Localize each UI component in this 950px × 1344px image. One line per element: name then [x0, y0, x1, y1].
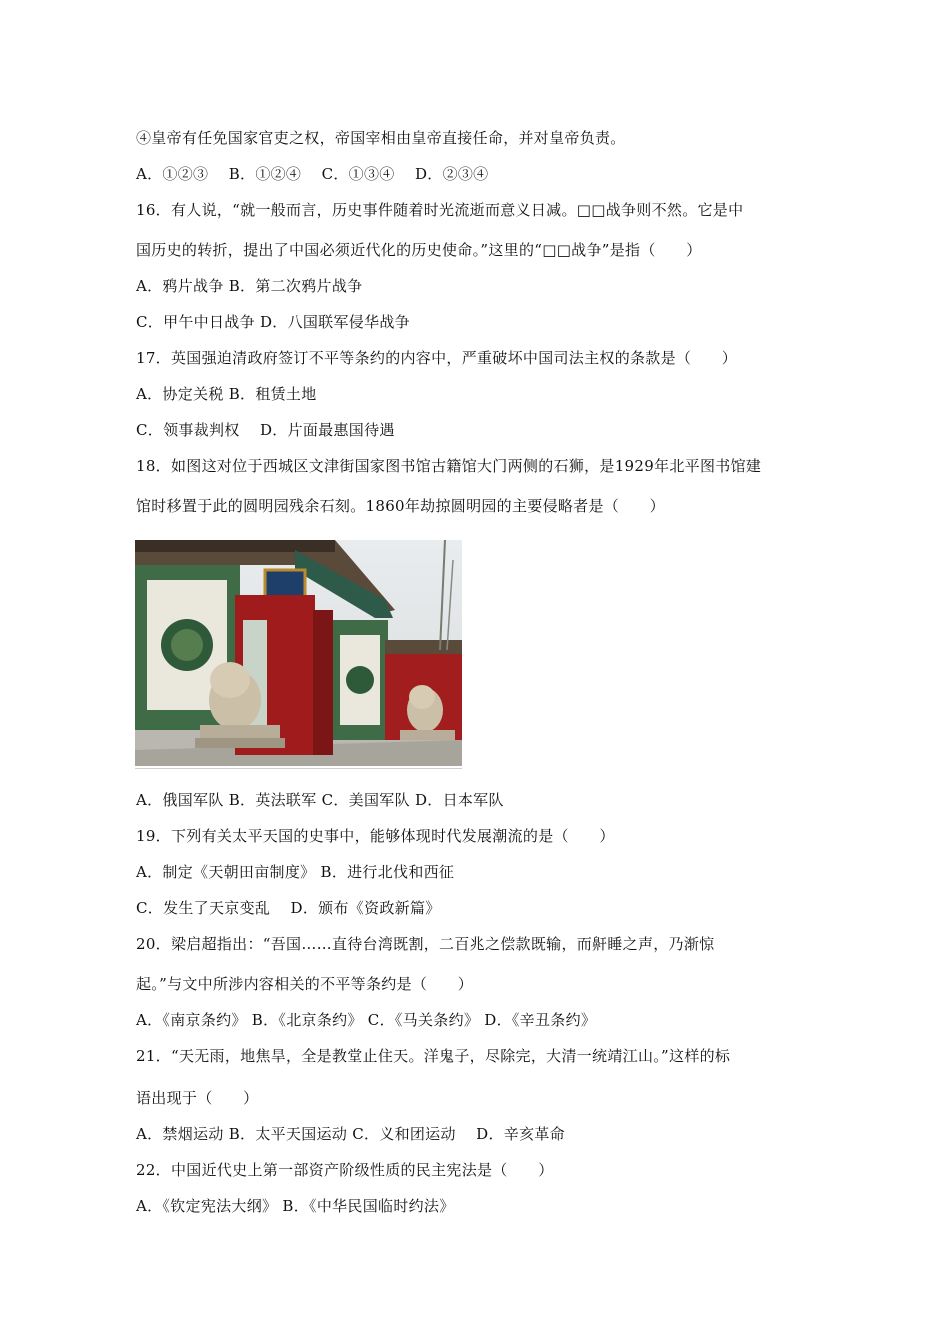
line-q16-stem-2: 国历史的转折，提出了中国必须近代化的历史使命。”这里的“□□战争”是指（ ）: [136, 241, 702, 259]
line-q22-choices-ab: A．《钦定宪法大纲》 B．《中华民国临时约法》: [136, 1197, 455, 1215]
line-q19-choices-cd: C．发生了天京变乱 D．颁布《资政新篇》: [136, 899, 441, 917]
line-q15-option4: ④皇帝有任免国家官吏之权，帝国宰相由皇帝直接任命，并对皇帝负责。: [136, 129, 626, 147]
line-q17-stem: 17．英国强迫清政府签订不平等条约的内容中，严重破坏中国司法主权的条款是（ ）: [136, 349, 738, 367]
line-q20-stem-2: 起。”与文中所涉内容相关的不平等条约是（ ）: [136, 975, 474, 993]
line-q17-choices-cd: C．领事裁判权 D．片面最惠国待遇: [136, 421, 395, 439]
line-q18-stem-1: 18．如图这对位于西城区文津街国家图书馆古籍馆大门两侧的石狮，是1929年北平图书馆建: [136, 457, 762, 475]
line-q16-choices-cd: C．甲午中日战争 D．八国联军侵华战争: [136, 313, 410, 331]
line-q16-stem-1: 16．有人说，“就一般而言，历史事件随着时光流逝而意义日减。□□战争则不然。它是中: [136, 201, 744, 219]
line-q18-stem-2: 馆时移置于此的圆明园残余石刻。1860年劫掠圆明园的主要侵略者是（ ）: [136, 497, 665, 515]
line-q19-stem: 19．下列有关太平天国的史事中，能够体现时代发展潮流的是（ ）: [136, 827, 615, 845]
stone-lion-gate-photo: [135, 540, 462, 766]
line-q16-choices-ab: A．鸦片战争 B．第二次鸦片战争: [136, 277, 363, 295]
line-q21-stem-1: 21．“天无雨，地焦旱，全是教堂止住天。洋鬼子，尽除完，大清一统靖江山。”这样的标: [136, 1047, 731, 1065]
line-q22-stem: 22．中国近代史上第一部资产阶级性质的民主宪法是（ ）: [136, 1161, 554, 1179]
line-q17-choices-ab: A．协定关税 B．租赁土地: [136, 385, 317, 403]
photo-bottom-border: [135, 768, 462, 769]
line-q20-stem-1: 20．梁启超指出：“吾国……直待台湾既割，二百兆之偿款既输，而鼾睡之声，乃渐惊: [136, 935, 715, 953]
line-q21-stem-2: 语出现于（ ）: [136, 1089, 259, 1107]
line-q15-choices: A．①②③ B．①②④ C．①③④ D．②③④: [136, 165, 489, 183]
line-q21-choices: A．禁烟运动 B．太平天国运动 C．义和团运动 D．辛亥革命: [136, 1125, 565, 1143]
photo-illustration: [135, 540, 462, 766]
line-q20-choices: A．《南京条约》 B．《北京条约》 C．《马关条约》 D．《辛丑条约》: [136, 1011, 597, 1029]
line-q18-choices: A．俄国军队 B．英法联军 C．美国军队 D．日本军队: [136, 791, 504, 809]
line-q19-choices-ab: A．制定《天朝田亩制度》 B．进行北伐和西征: [136, 863, 455, 881]
